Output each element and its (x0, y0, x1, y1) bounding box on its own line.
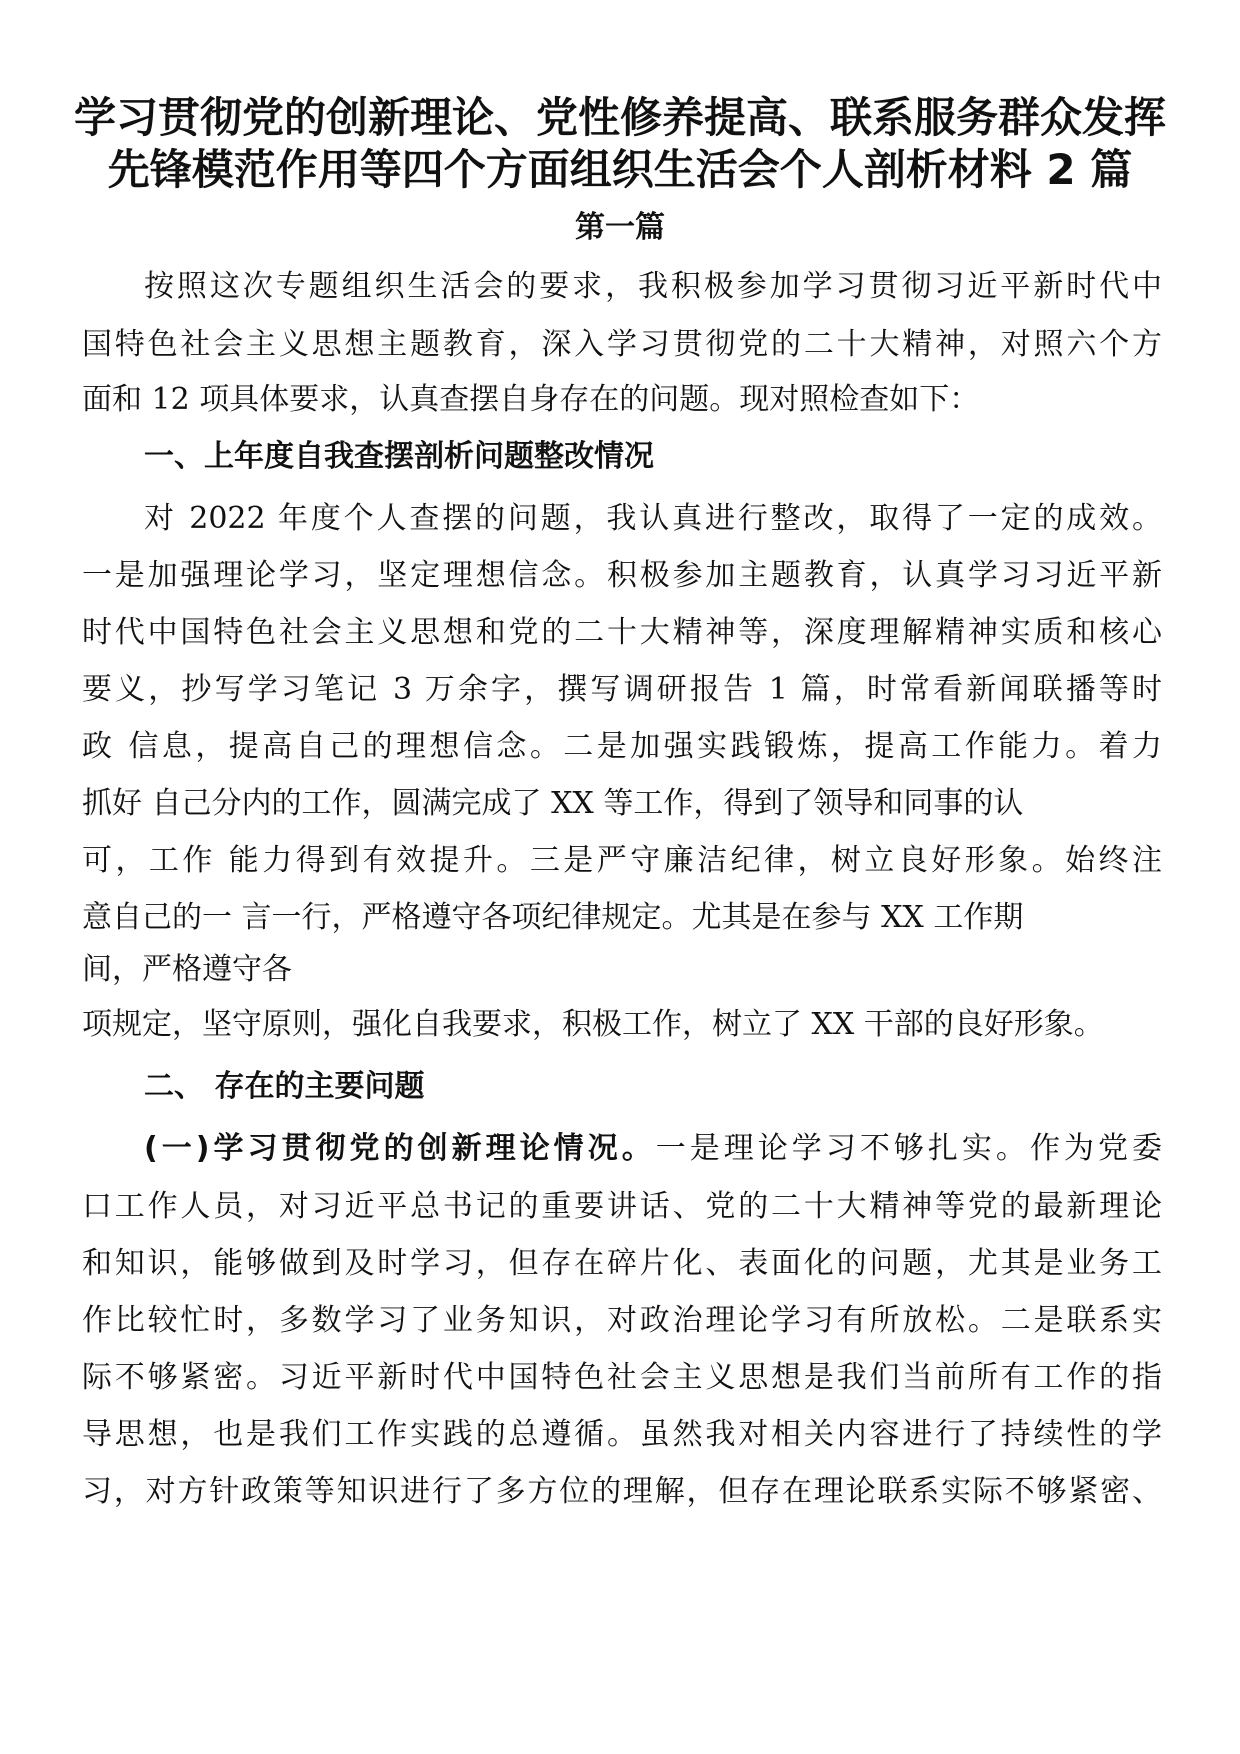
paragraph-line: 一是加强理论学习，坚定理想信念。积极参加主题教育，认真学习习近平新 (82, 558, 1162, 593)
paragraph-line: 政 信息，提高自己的理想信念。二是加强实践锻炼，提高工作能力。着力 (82, 729, 1162, 764)
paragraph-line: 和知识，能够做到及时学习，但存在碎片化、表面化的问题，尤其是业务工 (82, 1246, 1162, 1281)
document-title-line-2: 先锋模范作用等四个方面组织生活会个人剖析材料 2 篇 (107, 145, 1133, 194)
paragraph-line: 习，对方针政策等知识进行了多方位的理解，但存在理论联系实际不够紧密、 (82, 1474, 1162, 1509)
section-heading: 一、上年度自我查摆剖析问题整改情况 (144, 439, 654, 474)
paragraph-line: 可，工作 能力得到有效提升。三是严守廉洁纪律，树立良好形象。始终注 (82, 843, 1162, 878)
document-title-line-1: 学习贯彻党的创新理论、党性修养提高、联系服务群众发挥 (73, 93, 1166, 142)
paragraph-line (144, 1129, 1162, 1169)
paragraph-line: 对 2022 年度个人查摆的问题，我认真进行整改，取得了一定的成效。 (144, 501, 1162, 536)
intro-line: 面和 12 项具体要求，认真查摆自身存在的问题。现对照检查如下： (82, 382, 980, 417)
paragraph-line: 作比较忙时，多数学习了业务知识，对政治理论学习有所放松。二是联系实 (82, 1303, 1162, 1338)
paragraph-line: 项规定，坚守原则，强化自我要求，积极工作，树立了 XX 干部的良好形象。 (82, 1007, 1104, 1042)
paragraph-line: 导思想，也是我们工作实践的总遵循。虽然我对相关内容进行了持续性的学 (82, 1417, 1162, 1452)
part-title: 第一篇 (575, 210, 665, 245)
intro-line: 国特色社会主义思想主题教育，深入学习贯彻党的二十大精神，对照六个方 (82, 327, 1162, 362)
subsection-text: 一是理论学习不够扎实。作为党委 (655, 1131, 1163, 1166)
section-heading: 二、 存在的主要问题 (144, 1069, 425, 1104)
paragraph-line: 抓好 自己分内的工作，圆满完成了 XX 等工作，得到了领导和同事的认 (82, 786, 1024, 821)
paragraph-line: 意自己的一 言一行，严格遵守各项纪律规定。尤其是在参与 XX 工作期 (82, 900, 1024, 935)
paragraph-line: 要义，抄写学习笔记 3 万余字，撰写调研报告 1 篇，时常看新闻联播等时 (82, 672, 1162, 707)
subsection-lead: (一)学习贯彻党的创新理论情况。 (144, 1131, 656, 1166)
intro-line: 按照这次专题组织生活会的要求，我积极参加学习贯彻习近平新时代中 (144, 269, 1162, 304)
paragraph-line: 口工作人员，对习近平总书记的重要讲话、党的二十大精神等党的最新理论 (82, 1189, 1162, 1224)
paragraph-line: 际不够紧密。习近平新时代中国特色社会主义思想是我们当前所有工作的指 (82, 1360, 1162, 1395)
paragraph-line: 时代中国特色社会主义思想和党的二十大精神等，深度理解精神实质和核心 (82, 615, 1162, 650)
paragraph-line: 间，严格遵守各 (82, 952, 292, 987)
